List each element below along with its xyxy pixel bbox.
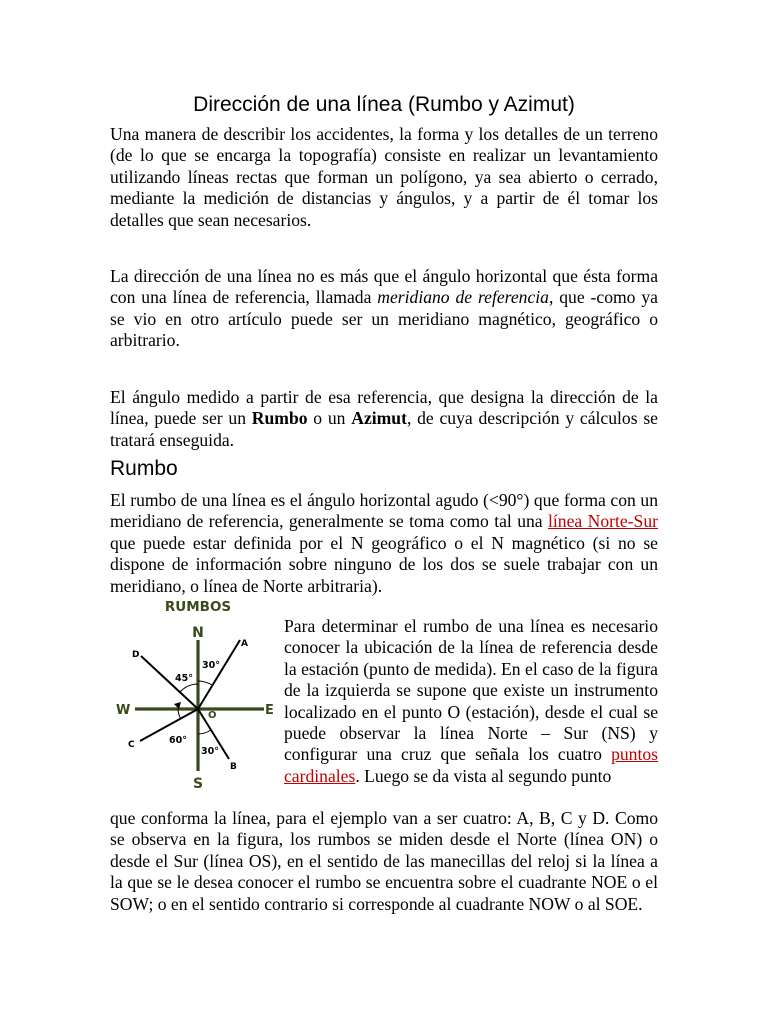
rumbos-figure [108, 596, 278, 792]
angle-text-end: , de cuya descripción y cálculos se tratará enseguida. [110, 408, 658, 450]
south-label: S [192, 776, 204, 792]
page-title: Dirección de una línea (Rumbo y Azimut) [193, 93, 575, 116]
reference-meridian-term: meridiano de referencia [377, 287, 549, 308]
east-label: E [265, 703, 274, 718]
angle-b-label: 30° [201, 746, 219, 757]
origin-label: O [208, 710, 217, 721]
point-b-label: B [230, 762, 237, 772]
angle-arc-a [198, 681, 212, 685]
rumbo-definition-paragraph [110, 490, 658, 597]
measurement-paragraph: que conforma la línea, para el ejemplo van a ser cuatro: A, B, C y D. Como se observa en la figura, los rumbos se miden desde el Norte (línea ON) o desde el Sur (línea OS), en el sentido de las manecillas del reloj si la línea a la que se le desea conocer el rumbo se encuentra sobre el cuadrante NOE o el SOW; o en el sentido contrario si corresponde al cuadrante NOW o al SOE. [110, 808, 658, 914]
section-heading-rumbo: Rumbo [110, 457, 178, 480]
direction-text-start: La dirección de una línea no es más que el ángulo horizontal que ésta forma con una línea de referencia, llamada [110, 266, 658, 308]
angle-d-label: 45° [175, 673, 193, 684]
intro-paragraph: Una manera de describir los accidentes, la forma y los detalles de un terreno (de lo que se encarga la topografía) consiste en realizar un levantamiento utilizando líneas rectas que forman un polígono, ya sea abierto o cerrado, mediante la medición de distancias y ángulos, y a partir de él tomar los detalles que sean necesarios. [110, 124, 658, 230]
angle-arc-b [198, 730, 211, 734]
north-label: N [192, 625, 204, 641]
norte-sur-link[interactable]: línea Norte-Sur [548, 511, 658, 532]
figure-title: RUMBOS [164, 599, 232, 615]
point-a-label: A [241, 639, 248, 649]
puntos-cardinales-link[interactable]: puntos cardinales [284, 744, 658, 786]
west-label: W [116, 703, 131, 718]
point-d-label: D [132, 650, 140, 660]
procedure-paragraph [284, 616, 658, 787]
angle-text-middle: o un [307, 408, 352, 429]
rumbo-term: Rumbo [251, 408, 308, 429]
angle-paragraph [110, 387, 658, 451]
azimut-term: Azimut [351, 408, 407, 429]
procedure-text-end: . Luego se da vista al segundo punto [355, 765, 612, 786]
line-oa [198, 640, 240, 709]
point-c-label: C [128, 740, 135, 750]
rumbo-text-end: que puede estar definida por el N geográfico o el N magnético (si no se dispone de información sobre ninguno de los dos se suele trabajar con un meridiano, o línea de Norte arbitraria). [110, 532, 658, 596]
direction-text-end: , que -como ya se vio en otro artículo puede ser un meridiano magnético, geográfico o arbitrario. [110, 287, 658, 351]
angle-arc-d [180, 684, 198, 692]
rumbo-text-start: El rumbo de una línea es el ángulo horizontal agudo (<90°) que forma con un meridiano de referencia, generalmente se toma como tal una [110, 490, 658, 532]
angle-c-label: 60° [169, 735, 187, 746]
angle-a-label: 30° [202, 660, 220, 671]
angle-text-start: El ángulo medido a partir de esa referencia, que designa la dirección de la línea, puede ser un [110, 387, 658, 429]
procedure-text-start: Para determinar el rumbo de una línea es necesario conocer la ubicación de la línea de referencia desde la estación (punto de medida). En el caso de la figura de la izquierda se supone que existe un instrumento localizado en el punto O (estación), desde el cual se puede observar la línea Norte – Sur (NS) y configurar una cruz que señala los cuatro [284, 616, 658, 765]
rumbos-diagram [108, 596, 278, 792]
direction-paragraph [110, 266, 658, 352]
